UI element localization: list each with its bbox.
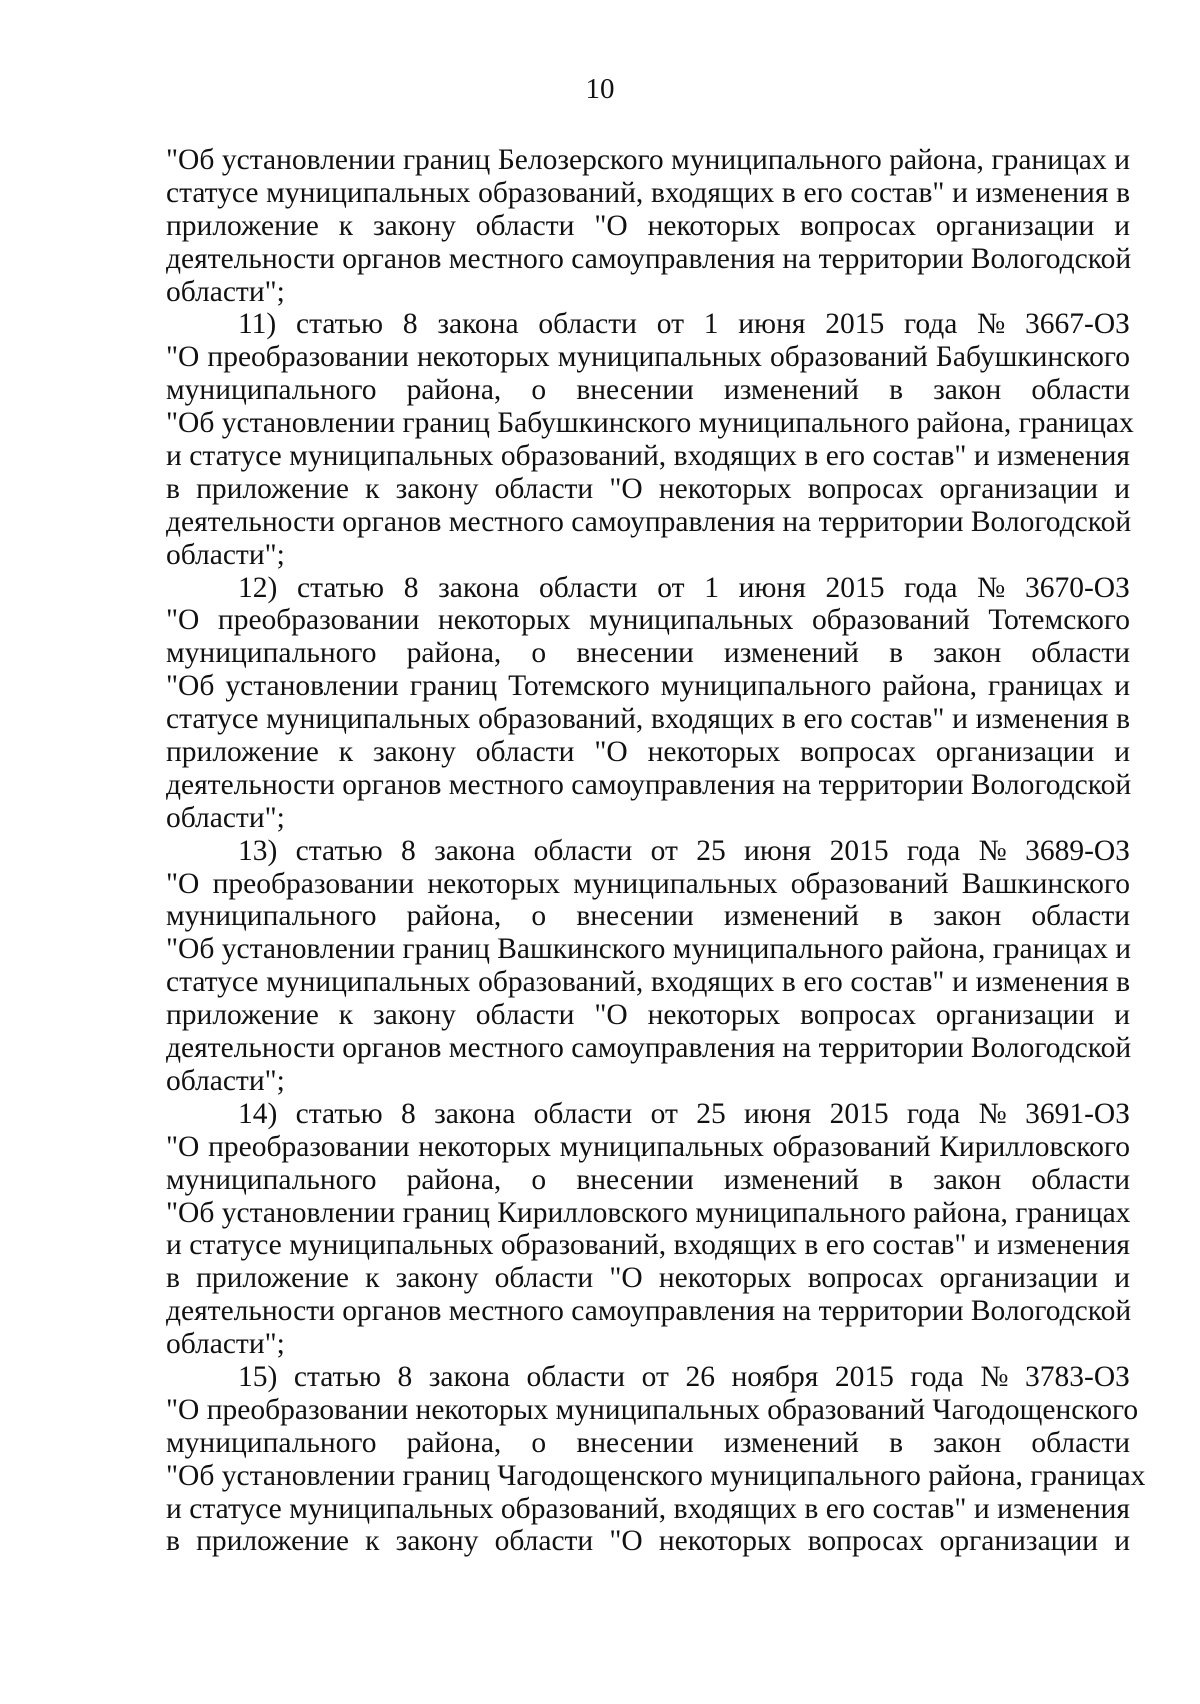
lead-word: 8 <box>403 571 419 604</box>
lead-word: закона <box>437 308 519 341</box>
page-number: 10 <box>585 73 615 105</box>
text-line: статусе муниципальных образований, входящих в его состав" и изменения в <box>166 703 1130 736</box>
text-line: приложение к закону области "О некоторых вопросах организации и <box>166 736 1130 769</box>
lead-word: 2015 <box>829 834 889 867</box>
text-line: и статусе муниципальных образований, входящих в его состав" и изменения <box>166 1492 1130 1525</box>
list-item <box>166 1360 1146 1558</box>
text-line: области"; <box>166 1064 285 1097</box>
lead-word: года <box>910 1360 964 1393</box>
text-line: муниципального района, о внесении изменений в закон области <box>166 1426 1130 1459</box>
item-lead-line <box>166 308 1130 341</box>
text-line: деятельности органов местного самоуправления на территории Вологодской <box>166 1032 1132 1065</box>
text-line: деятельности органов местного самоуправления на территории Вологодской <box>166 242 1132 275</box>
lead-word: области <box>538 571 638 604</box>
lead-word: 2015 <box>834 1360 894 1393</box>
lead-word: статью <box>295 834 383 867</box>
lead-word: № <box>980 1360 1009 1393</box>
lead-word: года <box>906 1097 961 1130</box>
lead-word: области <box>538 308 637 341</box>
lead-word: года <box>906 834 961 867</box>
lead-word: статью <box>296 308 384 341</box>
lead-word: 25 <box>696 1097 726 1130</box>
lead-word: 8 <box>397 1360 413 1393</box>
text-line: области"; <box>166 1328 285 1361</box>
lead-word: 3667-ОЗ <box>1025 308 1130 341</box>
lead-word: года <box>904 571 958 604</box>
lead-word: 26 <box>685 1360 715 1393</box>
text-line: приложение к закону области "О некоторых вопросах организации и <box>166 209 1130 242</box>
list-item <box>166 1098 1130 1361</box>
text-line: в приложение к закону области "О некоторых вопросах организации и <box>166 472 1130 505</box>
lead-word: года <box>903 308 958 341</box>
lead-word: 8 <box>402 308 418 341</box>
lead-word: 2015 <box>829 1097 889 1130</box>
lead-word: июня <box>738 308 806 341</box>
text-line: "Об установлении границ Чагодощенского муниципального района, границах <box>166 1459 1146 1492</box>
lead-word: № <box>977 571 1006 604</box>
lead-word: № <box>978 834 1007 867</box>
lead-word: от <box>641 1360 669 1393</box>
lead-word: области <box>533 834 633 867</box>
text-line: области"; <box>166 538 285 571</box>
item-lead-line <box>166 1098 1130 1131</box>
list-items <box>166 308 1146 1558</box>
lead-word: от <box>656 308 684 341</box>
lead-word: 2015 <box>825 571 885 604</box>
text-line: деятельности органов местного самоуправления на территории Вологодской <box>166 768 1132 801</box>
text-line: приложение к закону области "О некоторых вопросах организации и <box>166 999 1130 1032</box>
lead-word: закона <box>434 1097 516 1130</box>
text-line: статусе муниципальных образований, входящих в его состав" и изменения в <box>166 966 1130 999</box>
text-line: "О преобразовании некоторых муниципальных образований Кирилловского <box>166 1130 1130 1163</box>
lead-word: 8 <box>401 1097 416 1130</box>
lead-word: области <box>526 1360 626 1393</box>
text-line: области"; <box>166 801 285 834</box>
lead-word: 8 <box>401 834 416 867</box>
text-line: "О преобразовании некоторых муниципальных образований Вашкинского <box>166 867 1130 900</box>
text-line: и статусе муниципальных образований, входящих в его состав" и изменения <box>166 1229 1130 1262</box>
lead-word: закона <box>428 1360 510 1393</box>
item-lead-line <box>166 1361 1130 1394</box>
text-line: "О преобразовании некоторых муниципальных образований Тотемского <box>166 604 1130 637</box>
lead-word: статью <box>295 1097 383 1130</box>
lead-word: 3783-ОЗ <box>1025 1360 1130 1393</box>
lead-word: от <box>657 571 685 604</box>
text-line: деятельности органов местного самоуправления на территории Вологодской <box>166 1295 1132 1328</box>
text-line: муниципального района, о внесении изменений в закон области <box>166 374 1130 407</box>
document-body <box>166 144 1146 1558</box>
lead-word: 1 <box>703 308 719 341</box>
item-number: 11) <box>238 308 277 341</box>
lead-word: области <box>533 1097 633 1130</box>
text-line: "Об установлении границ Бабушкинского муниципального района, границах <box>166 407 1134 440</box>
text-line: муниципального района, о внесении изменений в закон области <box>166 1163 1130 1196</box>
text-line: "Об установлении границ Тотемского муниципального района, границах и <box>166 670 1130 703</box>
item-number: 15) <box>238 1360 278 1393</box>
item-number: 13) <box>238 834 278 867</box>
text-line: статусе муниципальных образований, входящих в его состав" и изменения в <box>166 176 1130 209</box>
text-line: деятельности органов местного самоуправления на территории Вологодской <box>166 505 1132 538</box>
item-number: 12) <box>238 571 278 604</box>
item-lead-line <box>166 835 1130 868</box>
item-lead-line <box>166 572 1130 605</box>
lead-word: июня <box>744 1097 812 1130</box>
text-line: области"; <box>166 275 285 308</box>
lead-word: 3691-ОЗ <box>1025 1097 1130 1130</box>
intro-paragraph <box>166 144 1130 308</box>
list-item <box>166 572 1130 835</box>
list-item <box>166 308 1134 571</box>
text-line: "Об установлении границ Белозерского муниципального района, границах и <box>166 144 1130 176</box>
lead-word: июня <box>738 571 806 604</box>
lead-word: от <box>650 834 678 867</box>
lead-word: ноября <box>731 1360 819 1393</box>
lead-word: № <box>977 308 1006 341</box>
text-line: и статусе муниципальных образований, входящих в его состав" и изменения <box>166 440 1130 473</box>
text-line: "О преобразовании некоторых муниципальных образований Чагодощенского <box>166 1393 1139 1426</box>
list-item <box>166 835 1130 1098</box>
lead-word: 3670-ОЗ <box>1024 571 1130 604</box>
lead-word: № <box>978 1097 1007 1130</box>
lead-word: июня <box>744 834 812 867</box>
text-line: "Об установлении границ Кирилловского муниципального района, границах <box>166 1196 1131 1229</box>
lead-word: от <box>650 1097 678 1130</box>
text-line: "Об установлении границ Вашкинского муниципального района, границах и <box>166 933 1132 966</box>
lead-word: статью <box>293 1360 381 1393</box>
item-number: 14) <box>238 1097 278 1130</box>
text-line: в приложение к закону области "О некоторых вопросах организации и <box>166 1262 1130 1295</box>
text-line: "О преобразовании некоторых муниципальных образований Бабушкинского <box>166 341 1130 374</box>
text-line: муниципального района, о внесении изменений в закон области <box>166 637 1130 670</box>
lead-word: закона <box>438 571 520 604</box>
lead-word: 2015 <box>825 308 885 341</box>
lead-word: 25 <box>696 834 726 867</box>
lead-word: статью <box>296 571 385 604</box>
text-line: в приложение к закону области "О некоторых вопросах организации и <box>166 1525 1130 1558</box>
lead-word: 1 <box>704 571 719 604</box>
text-line: муниципального района, о внесении изменений в закон области <box>166 900 1130 933</box>
lead-word: 3689-ОЗ <box>1025 834 1130 867</box>
lead-word: закона <box>434 834 516 867</box>
